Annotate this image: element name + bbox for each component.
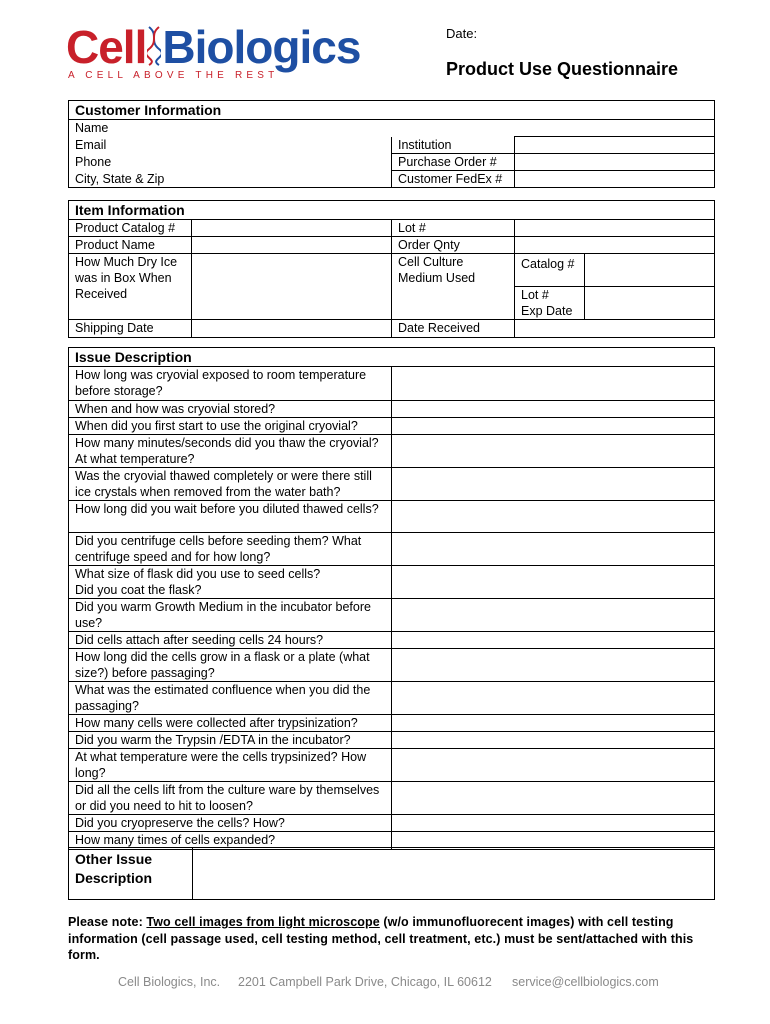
medium-catalog-label: Catalog # — [515, 254, 585, 287]
dna-helix-icon — [147, 25, 161, 67]
question: How long was cryovial exposed to room temperature before storage? — [69, 367, 392, 401]
question: Did you coat the flask? — [69, 582, 392, 599]
footer-address: 2201 Campbell Park Drive, Chicago, IL 60612 — [238, 975, 492, 989]
culture-medium-label: Cell Culture Medium Used — [392, 254, 515, 320]
question: How many cells were collected after trypsinization? — [69, 715, 392, 732]
answer-field[interactable] — [392, 632, 715, 649]
answer-field[interactable] — [392, 649, 715, 682]
question: How many times of cells expanded? — [69, 832, 392, 850]
email-field[interactable] — [192, 137, 392, 154]
po-field[interactable] — [515, 154, 715, 171]
issue-description-table — [68, 347, 715, 850]
order-qnty-label: Order Qnty — [392, 237, 515, 254]
question: What was the estimated confluence when you did the passaging? — [69, 682, 392, 715]
answer-field[interactable] — [392, 599, 715, 632]
dry-ice-field[interactable] — [192, 254, 392, 320]
footer-company: Cell Biologics, Inc. — [118, 975, 221, 989]
answer-field[interactable] — [392, 682, 715, 715]
question: Did all the cells lift from the culture ware by themselves or did you need to hit to loosen? — [69, 782, 392, 815]
other-issue-table — [68, 847, 715, 900]
note-rest: (w/o immunofluorecent images) with cell testing information (cell passage used, cell testing method, cell treatment, etc.) must be sent/attached with this form. — [68, 915, 694, 962]
customer-info-heading: Customer Information — [69, 101, 715, 120]
note-lead: Please note: — [68, 915, 147, 929]
answer-field[interactable] — [392, 468, 715, 501]
dry-ice-label: How Much Dry Ice was in Box When Received — [69, 254, 192, 320]
note-paragraph — [68, 914, 714, 964]
order-qnty-field[interactable] — [515, 237, 715, 254]
question: When and how was cryovial stored? — [69, 401, 392, 418]
answer-field[interactable] — [392, 533, 715, 566]
question: How long did the cells grow in a flask or a plate (what size?) before passaging? — [69, 649, 392, 682]
question: Did you centrifuge cells before seeding them? What centrifuge speed and for how long? — [69, 533, 392, 566]
medium-lot-exp-label — [515, 287, 585, 320]
answer-field[interactable] — [392, 815, 715, 832]
question: Did you warm Growth Medium in the incubator before use? — [69, 599, 392, 632]
lot-field[interactable] — [515, 220, 715, 237]
product-name-label: Product Name — [69, 237, 192, 254]
phone-label: Phone — [69, 154, 192, 171]
answer-field[interactable] — [392, 715, 715, 732]
answer-field[interactable] — [392, 367, 715, 401]
company-logo — [66, 21, 361, 84]
logo-tagline: A CELL ABOVE THE REST — [68, 70, 279, 81]
page-title: Product Use Questionnaire — [446, 59, 679, 79]
answer-field[interactable] — [392, 401, 715, 418]
product-name-field[interactable] — [192, 237, 392, 254]
question: What size of flask did you use to seed cells? — [69, 566, 392, 583]
question: Was the cryovial thawed completely or were there still ice crystals when removed from the water bath? — [69, 468, 392, 501]
medium-lot-label: Lot # — [521, 288, 549, 302]
medium-catalog-field[interactable] — [585, 254, 715, 287]
date-label: Date: — [446, 26, 478, 41]
name-label: Name — [69, 120, 392, 137]
item-info-heading: Item Information — [69, 201, 715, 220]
fedex-label: Customer FedEx # — [392, 171, 515, 188]
answer-field[interactable] — [392, 782, 715, 815]
date-received-label: Date Received — [392, 320, 515, 338]
email-label: Email — [69, 137, 192, 154]
note-underlined: Two cell images from light microscope — [146, 915, 380, 929]
institution-field[interactable] — [515, 137, 715, 154]
other-issue-field[interactable] — [193, 848, 715, 900]
medium-lot-exp-field[interactable] — [585, 287, 715, 320]
question: Did cells attach after seeding cells 24 hours? — [69, 632, 392, 649]
footer-email: service@cellbiologics.com — [512, 975, 659, 989]
answer-field[interactable] — [392, 418, 715, 435]
issue-heading: Issue Description — [69, 348, 715, 367]
catalog-field[interactable] — [192, 220, 392, 237]
city-label: City, State & Zip — [69, 171, 192, 188]
question: How many minutes/seconds did you thaw the cryovial? At what temperature? — [69, 435, 392, 468]
medium-exp-label: Exp Date — [521, 304, 573, 318]
catalog-label: Product Catalog # — [69, 220, 192, 237]
city-field[interactable] — [192, 171, 392, 188]
shipping-date-label: Shipping Date — [69, 320, 192, 338]
answer-field[interactable] — [392, 749, 715, 782]
fedex-field[interactable] — [515, 171, 715, 188]
question: Did you cryopreserve the cells? How? — [69, 815, 392, 832]
shipping-date-field[interactable] — [192, 320, 392, 338]
answer-field[interactable] — [392, 435, 715, 468]
answer-field[interactable] — [392, 732, 715, 749]
question: How long did you wait before you diluted thawed cells? — [69, 501, 392, 533]
po-label: Purchase Order # — [392, 154, 515, 171]
logo-wordmark: Cell Biologics — [66, 21, 361, 73]
phone-field[interactable] — [192, 154, 392, 171]
question: At what temperature were the cells trypsinized? How long? — [69, 749, 392, 782]
question: When did you first start to use the original cryovial? — [69, 418, 392, 435]
lot-label: Lot # — [392, 220, 515, 237]
institution-label: Institution — [392, 137, 515, 154]
answer-field[interactable] — [392, 566, 715, 599]
item-info-table — [68, 200, 715, 338]
date-received-field[interactable] — [515, 320, 715, 338]
question: Did you warm the Trypsin /EDTA in the incubator? — [69, 732, 392, 749]
customer-info-table — [68, 100, 715, 188]
answer-field[interactable] — [392, 501, 715, 533]
other-issue-label: Other Issue Description — [69, 848, 193, 900]
